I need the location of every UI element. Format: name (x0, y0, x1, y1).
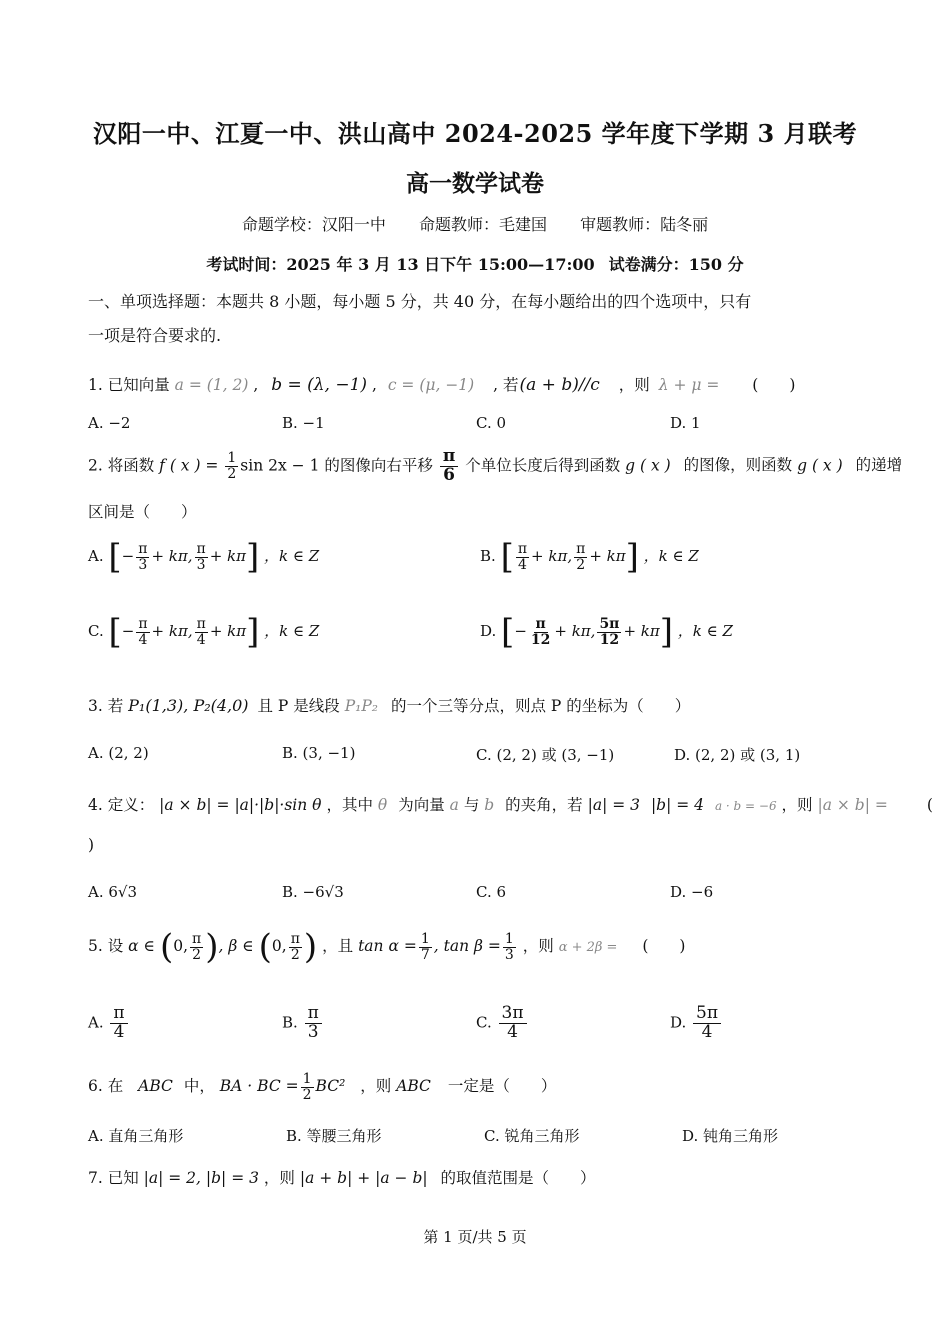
question-5: 5. 设 α ∈ (0, $\frac{\pi}{2}$ ), β ∈ (0, $\frac{\pi}{2}$ ) ，且 tan α = $\frac{1}{7}$ , tan β = $\frac{1}{3}$ ，则 α + 2β = ( ) (88, 927, 686, 967)
q4-mod-a: |a| = 3 (587, 796, 640, 814)
exam-authors (0, 212, 950, 235)
q7-text-2: 的取值范围是（ ） (440, 1169, 596, 1187)
q2-sin: sin 2x − 1 (240, 456, 320, 475)
q4-paren-open: ( (926, 796, 933, 814)
q4-b: b (484, 796, 495, 814)
q6-expr: BA · BC = (219, 1077, 299, 1096)
q4-a: a (449, 796, 459, 814)
question-2 (88, 448, 902, 485)
q2-option-d: D. [− $\frac{\pi}{12}$ + kπ, $\frac{5\pi}{12}$ + kπ] ，k ∈ Z (480, 612, 733, 652)
q4-number: 4. 定义： (88, 796, 155, 814)
q5-beta: , β ∈ (218, 937, 254, 955)
q4-text-5: ，则 (781, 796, 813, 814)
q1-vector-a: a = (1, 2) (174, 376, 249, 394)
exam-time-score (0, 252, 950, 275)
q6-option-a: A. 直角三角形 (88, 1127, 184, 1145)
q5-text-1: ，且 (322, 937, 354, 955)
q4-text-3: 与 (463, 796, 480, 814)
q5-number: 5. 设 (88, 937, 124, 955)
q5-option-b: B. $\frac{\pi}{3}$ (282, 1005, 324, 1042)
exam-subtitle: 高一数学试卷 (406, 170, 544, 197)
q6-text-1: 中， (183, 1077, 215, 1096)
q5-alpha: α ∈ (128, 937, 156, 955)
q1-vector-c: c = (μ, −1) (387, 376, 475, 394)
q1-if: 若 (503, 376, 519, 394)
q2-gx-2: g ( x ) (797, 456, 843, 475)
q2-text-1: 的图像向右平移 (324, 456, 433, 475)
q3-number: 3. 若 (88, 697, 124, 715)
q3-option-a: A. (2, 2) (88, 744, 149, 762)
question-6: 6. 在 ABC 中， BA · BC = $\frac{1}{2}$ BC² ，则 ABC 一定是（ ） (88, 1071, 557, 1103)
section-heading: 一、单项选择题：本题共 8 小题，每小题 5 分，共 40 分，在每小题给出的四个选项中，只有 (88, 292, 752, 311)
q5-tan-beta: , tan β = (433, 937, 501, 955)
q1-option-d: D. 1 (670, 414, 701, 432)
page-footer: 第 1 页/共 5 页 (423, 1228, 527, 1246)
section-heading-2: 一项是符合要求的. (88, 326, 222, 345)
q4-text-1: ，其中 (326, 796, 373, 814)
q2-option-c: C. [− $\frac{\pi}{4}$ + kπ, $\frac{\pi}{4}$ + kπ] ，k ∈ Z (88, 612, 320, 652)
q4-option-d: D. −6 (670, 883, 714, 901)
q6-abc-2: ABC (396, 1077, 431, 1096)
q6-option-b: B. 等腰三角形 (286, 1127, 382, 1145)
q4-paren-close: ) (88, 836, 95, 854)
q1-option-b: B. −1 (282, 414, 325, 432)
question-4 (88, 793, 933, 815)
q2-fx: f ( x ) = (159, 456, 219, 475)
question-7 (88, 1166, 596, 1188)
q1-number: 1. 已知向量 (88, 376, 170, 394)
q2-pi-over-6: $\frac{\pi}{6}$ (440, 448, 458, 485)
q4-dot: a · b = −6 (714, 799, 777, 813)
q3-points: P₁(1,3), P₂(4,0) (128, 696, 249, 715)
q1-then: ，则 (618, 376, 650, 394)
setter: 命题教师：毛建国 (418, 215, 547, 234)
q4-text-2: 为向量 (398, 796, 445, 814)
q5-option-a: A. $\frac{\pi}{4}$ (88, 1005, 130, 1042)
q7-expr: |a + b| + |a − b| (299, 1169, 428, 1187)
q3-text-2: 的一个三等分点，则点 P 的坐标为（ ） (390, 697, 691, 715)
q5-option-c: C. $\frac{3\pi}{4}$ (476, 1005, 529, 1042)
q2-text-3: 的图像，则函数 (683, 456, 793, 475)
exam-title: 汉阳一中、江夏一中、洪山高中 2024-2025 学年度下学期 3 月联考 (92, 119, 858, 148)
q6-bc2: BC² (315, 1077, 346, 1096)
q3-text-1: 且 P 是线段 (257, 697, 340, 715)
q4-ask: |a × b| = (817, 796, 888, 814)
q2-gx: g ( x ) (625, 456, 671, 475)
q4-option-b: B. −6√3 (282, 883, 344, 901)
q6-abc: ABC (138, 1077, 173, 1096)
q4-text-4: 的夹角，若 (505, 796, 583, 814)
q6-option-c: C. 锐角三角形 (484, 1127, 580, 1145)
q7-condition: |a| = 2, |b| = 3 (143, 1169, 259, 1187)
q2-option-b: B. [ $\frac{\pi}{4}$ + kπ, $\frac{\pi}{2}$ + kπ] ，k ∈ Z (480, 537, 699, 577)
q2-half: $\frac{1}{2}$ (227, 450, 237, 482)
q6-text-2: ，则 (360, 1077, 392, 1096)
q1-answer-paren: ( ) (752, 376, 796, 394)
q3-segment: P₁P₂ (344, 697, 379, 715)
q5-ask: α + 2β = (558, 940, 618, 955)
question-1: 1. 已知向量 a = (1, 2) , b = (λ, −1) , c = (μ, −1) , 若 (a + b)//c ，则 λ + μ = ( ) (88, 375, 796, 395)
q5-tan-alpha: tan α = (358, 937, 417, 955)
q2-number: 2. 将函数 (88, 456, 155, 475)
q2-text-4: 的递增 (855, 456, 903, 475)
reviewer: 审题教师：陆冬丽 (580, 215, 709, 234)
q6-number: 6. 在 (88, 1077, 124, 1096)
q5-answer-paren: ( ) (642, 937, 686, 955)
q4-theta: θ (377, 796, 388, 814)
q1-parallel: (a + b)//c (519, 375, 600, 395)
exam-time: 考试时间：2025 年 3 月 13 日下午 15:00—17:00 (206, 255, 595, 274)
q4-mod-b: |b| = 4 (650, 796, 705, 814)
school: 命题学校：汉阳一中 (241, 215, 386, 234)
q4-definition: |a × b| = |a|·|b|·sin θ (159, 796, 322, 814)
q1-ask: λ + μ = (658, 376, 720, 394)
q2-line-2: 区间是（ ） (88, 503, 197, 521)
q1-option-a: A. −2 (88, 414, 131, 432)
q6-option-d: D. 钝角三角形 (682, 1127, 779, 1145)
q5-text-2: ，则 (522, 937, 554, 955)
question-3 (88, 694, 690, 716)
q5-option-d: D. $\frac{5\pi}{4}$ (670, 1005, 723, 1042)
q6-text-3: 一定是（ ） (447, 1077, 557, 1096)
q2-option-a: A. [− $\frac{\pi}{3}$ + kπ, $\frac{\pi}{3}$ + kπ] ，k ∈ Z (88, 537, 320, 577)
q7-text-1: ，则 (263, 1169, 295, 1187)
q3-option-c: C. (2, 2) 或 (3, −1) (476, 746, 615, 764)
q7-number: 7. 已知 (88, 1169, 139, 1187)
q1-vector-b: b = (λ, −1) (271, 375, 368, 395)
q3-option-b: B. (3, −1) (282, 744, 356, 762)
q4-option-a: A. 6√3 (88, 883, 138, 901)
q1-option-c: C. 0 (476, 414, 507, 432)
q3-option-d: D. (2, 2) 或 (3, 1) (674, 746, 801, 764)
q2-text-2: 个单位长度后得到函数 (465, 456, 621, 475)
exam-score: 试卷满分：150 分 (608, 255, 744, 274)
q4-option-c: C. 6 (476, 883, 507, 901)
